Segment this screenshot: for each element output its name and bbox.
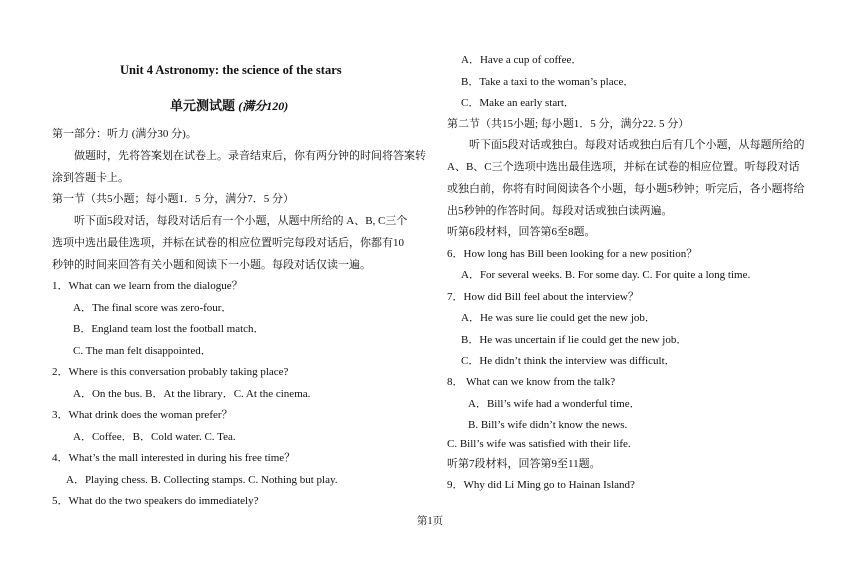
material-heading: 听第7段材料，回答第9至11题。 bbox=[447, 458, 601, 470]
instruction-line: 做题时，先将答案划在试卷上。录音结束后，你有两分钟的时间将答案转 bbox=[74, 150, 426, 162]
instruction-line: 秒钟的时间来回答有关小题和阅读下一小题。每段对话仅读一遍。 bbox=[52, 259, 371, 271]
question: 9．Why did Li Ming go to Hainan Island? bbox=[447, 479, 635, 491]
page-title: Unit 4 Astronomy: the science of the stars bbox=[120, 63, 342, 77]
option: B．He was uncertain if lie could get the new job． bbox=[461, 334, 688, 346]
question: 1．What can we learn from the dialogue？ bbox=[52, 280, 243, 292]
part-heading: 第二节（共15小题; 每小题1．5 分，满分22. 5 分） bbox=[447, 118, 690, 130]
instruction-line: 出5秒钟的作答时间。每段对话或独白读两遍。 bbox=[447, 205, 673, 217]
subtitle-main: 单元测试题 bbox=[170, 98, 236, 113]
option: B．Take a taxi to the woman’s place． bbox=[461, 76, 635, 88]
part-heading: 第一节（共5小题；每小题1．5 分，满分7．5 分） bbox=[52, 193, 294, 205]
page-subtitle bbox=[170, 95, 288, 114]
question: 2．Where is this conversation probably taking place? bbox=[52, 366, 289, 378]
option: A．He was sure lie could get the new job． bbox=[461, 312, 656, 324]
option: B．England team lost the football match． bbox=[73, 323, 265, 335]
option-row: A．For several weeks. B. For some day. C. For quite a long time. bbox=[461, 269, 751, 281]
option: B. Bill’s wife didn’t know the news. bbox=[468, 419, 628, 431]
option: C. Bill’s wife was satisfied with their life. bbox=[447, 438, 631, 450]
question: 6．How long has Bill been looking for a new position？ bbox=[447, 248, 698, 260]
question: 4．What’s the mall interested in during his free time？ bbox=[52, 452, 296, 464]
option: A．Bill’s wife had a wonderful time． bbox=[468, 398, 641, 410]
instruction-line: 听下面5段对话，每段对话后有一个小题，从题中所给的 A、B, C三个 bbox=[74, 215, 408, 227]
page-number: 第1页 bbox=[416, 516, 444, 527]
option-row: A．On the bus. B．At the library．C. At the cinema. bbox=[73, 388, 311, 400]
section-heading: 第一部分：听力 (满分30 分)。 bbox=[52, 128, 197, 140]
subtitle-score: (满分120) bbox=[238, 99, 289, 113]
instruction-line: A、B、C三个选项中选出最佳选项，并标在试卷的相应位置。听每段对话 bbox=[447, 161, 800, 173]
option: C．He didn’t think the interview was difficult． bbox=[461, 355, 676, 367]
instruction-line: 选项中选出最佳选项，并标在试卷的相应位置听完每段对话后，你都有10 bbox=[52, 237, 404, 249]
instruction-line: 听下面5段对话或独白。每段对话或独白后有几个小题，从每题所给的 bbox=[469, 139, 805, 151]
material-heading: 听第6段材料，回答第6至8题。 bbox=[447, 226, 596, 238]
option-row: A．Playing chess. B. Collecting stamps. C. Nothing but play. bbox=[66, 474, 338, 486]
option: A．The final score was zero-four． bbox=[73, 302, 233, 314]
instruction-line: 涂到答题卡上。 bbox=[52, 172, 129, 184]
option: C. The man felt disappointed． bbox=[73, 345, 212, 357]
option: A．Have a cup of coffee． bbox=[461, 54, 583, 66]
option-row: A．Coffee．B．Cold water. C. Tea. bbox=[73, 431, 236, 443]
question: 7．How did Bill feel about the interview？ bbox=[447, 291, 639, 303]
question: 3．What drink does the woman prefer？ bbox=[52, 409, 233, 421]
question: 8． What can we know from the talk? bbox=[447, 376, 616, 388]
instruction-line: 或独白前，你将有时间阅读各个小题，每小题5秒钟；听完后，各小题将给 bbox=[447, 183, 805, 195]
option: C．Make an early start． bbox=[461, 97, 575, 109]
question: 5．What do the two speakers do immediately? bbox=[52, 495, 259, 507]
